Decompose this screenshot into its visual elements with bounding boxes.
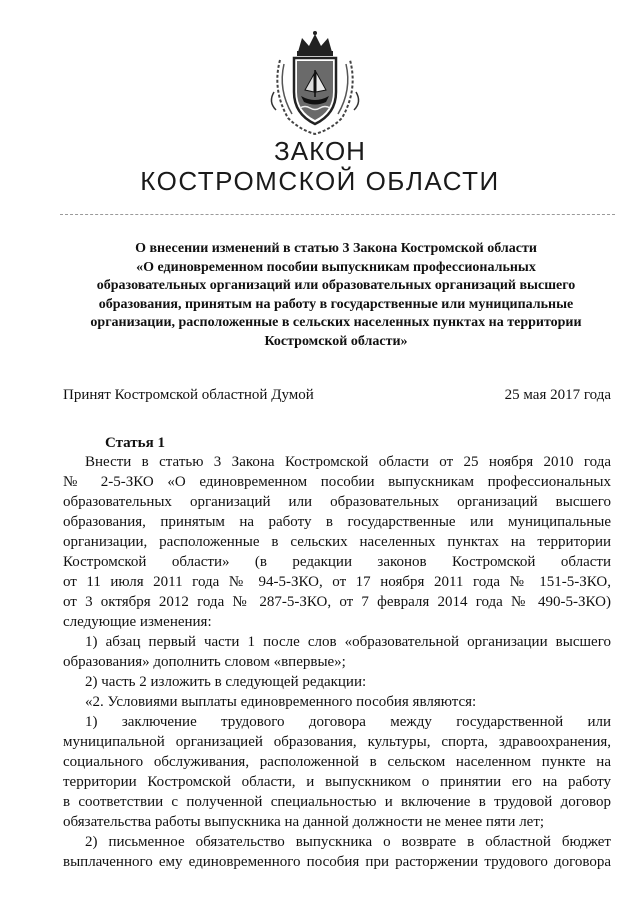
subject-line: образовательных организаций или образовательных организаций высшего — [96, 278, 576, 294]
article-line: муниципальной организацией образования, культуры, спорта, здравоохранения, — [63, 734, 611, 750]
article-line: обязательства работы выпускника на данной должности не менее пяти лет; — [63, 814, 545, 830]
article-line: образования, принятым на работу в государственные или муниципальные — [63, 514, 611, 530]
article-line: организации, расположенные в сельских населенных пунктах на территории — [63, 534, 611, 550]
article-line: № 2-5-ЗКО «О единовременном пособии выпускникам профессиональных — [63, 474, 611, 490]
article-line: от 3 октября 2012 года № 287-5-ЗКО, от 7 февраля 2014 года № 490-5-ЗКО) — [63, 594, 611, 610]
subject-line: О внесении изменений в статью 3 Закона Костромской области — [135, 241, 537, 256]
law-subject-title — [62, 240, 610, 352]
article-line: следующие изменения: — [63, 614, 212, 630]
article-line: в соответствии с полученной специальностью и включение в трудовой договор — [63, 794, 611, 810]
subject-line: образования, принятым на работу в государственные или муниципальные — [98, 296, 574, 312]
article-line: территории Костромской области, и выпускником о принятии его на работу — [63, 774, 611, 790]
article-line: «2. Условиями выплаты единовременного пособия являются: — [85, 694, 477, 710]
article-line: Костромской области» (в редакции законов Костромской области — [63, 554, 611, 570]
adoption-date: 25 мая 2017 года — [504, 387, 611, 403]
article-line: выплаченного ему единовременного пособия при расторжении трудового договора — [63, 854, 611, 870]
law-title-line2: КОСТРОМСКОЙ ОБЛАСТИ — [140, 166, 500, 196]
subject-line: Костромской области» — [264, 333, 408, 349]
article-line: от 11 июля 2011 года № 94-5-ЗКО, от 17 ноября 2011 года № 151-5-ЗКО, — [63, 574, 611, 590]
header-divider — [60, 214, 615, 215]
coat-of-arms-emblem — [266, 30, 364, 138]
subject-line: организации, расположенные в сельских населенных пунктах на территории — [90, 315, 582, 331]
article-line: образовательных организаций или образовательных организаций высшего — [63, 494, 611, 510]
article-title: Статья 1 — [105, 435, 165, 451]
article-line: 1) заключение трудового договора между государственной или — [85, 714, 611, 730]
article-line: 2) письменное обязательство выпускника о возврате в областной бюджет — [85, 834, 611, 850]
adopted-by-text: Принят Костромской областной Думой — [63, 387, 314, 403]
article-line: 2) часть 2 изложить в следующей редакции: — [85, 674, 367, 690]
subject-line: «О единовременном пособии выпускникам профессиональных — [136, 259, 536, 275]
article-line: 1) абзац первый части 1 после слов «образовательной организации высшего — [85, 634, 611, 650]
article-line: Внести в статью 3 Закона Костромской области от 25 ноября 2010 года — [85, 454, 611, 470]
law-title-line1: ЗАКОН — [274, 136, 366, 166]
article-line: социального обслуживания, расположенной в сельском населенном пункте на — [63, 754, 611, 770]
article-line: образования» дополнить словом «впервые»; — [63, 654, 346, 670]
